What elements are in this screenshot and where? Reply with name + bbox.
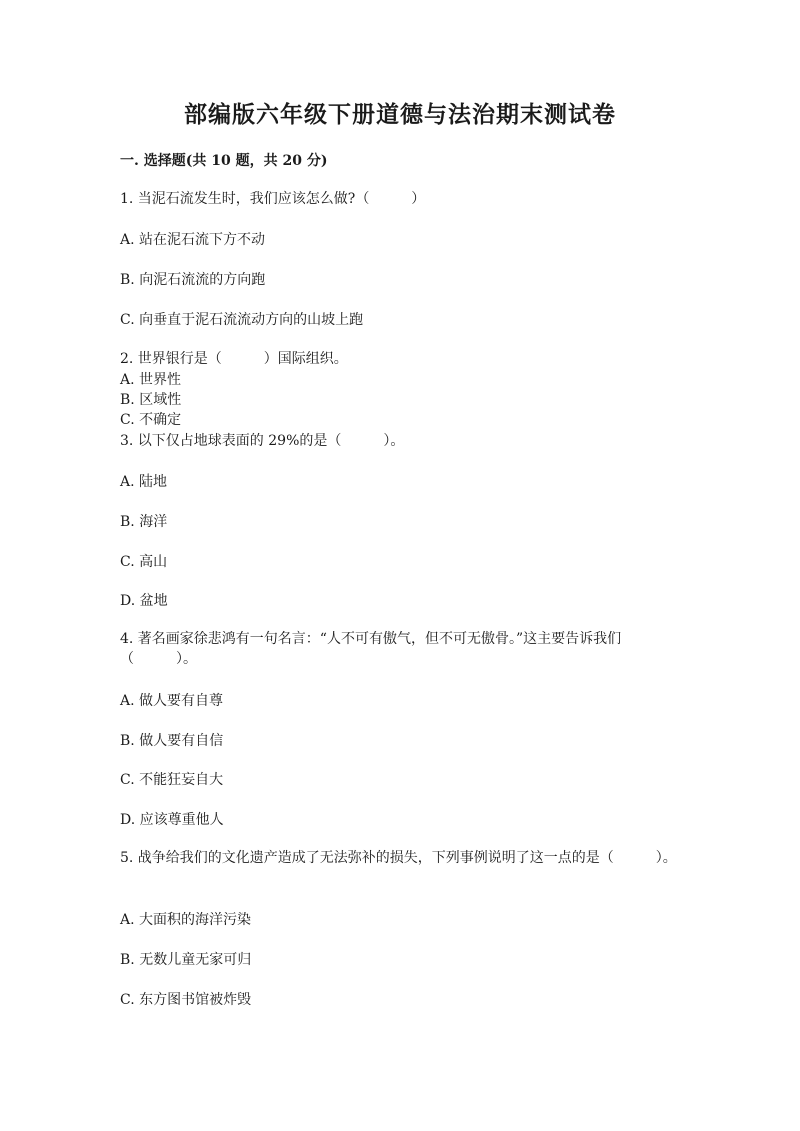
question-5-option-c: C. 东方图书馆被炸毁: [120, 992, 252, 1008]
question-3-stem: 3. 以下仅占地球表面的 29%的是（ ）。: [120, 433, 405, 449]
question-1-option-b: B. 向泥石流流的方向跑: [120, 272, 266, 288]
question-1-option-c: C. 向垂直于泥石流流动方向的山坡上跑: [120, 312, 364, 328]
page-title: 部编版六年级下册道德与法治期末测试卷: [184, 101, 616, 128]
question-2-option-c: C. 不确定: [120, 412, 182, 428]
question-5-option-a: A. 大面积的海洋污染: [120, 912, 252, 928]
question-4-option-c: C. 不能狂妄自大: [120, 772, 224, 788]
question-2-option-a: A. 世界性: [120, 372, 182, 388]
question-5-option-b: B. 无数儿童无家可归: [120, 952, 252, 968]
question-3-option-c: C. 高山: [120, 554, 168, 570]
question-2-option-b: B. 区域性: [120, 392, 182, 408]
question-4-option-d: D. 应该尊重他人: [120, 812, 224, 828]
question-4-option-b: B. 做人要有自信: [120, 733, 224, 749]
question-3-option-a: A. 陆地: [120, 474, 168, 490]
question-3-option-d: D. 盆地: [120, 593, 168, 609]
question-4-stem: 4. 著名画家徐悲鸿有一句名言：“人不可有傲气，但不可无傲骨。”这主要告诉我们（ ）。: [120, 631, 622, 667]
section-heading: 一. 选择题(共 10 题，共 20 分): [120, 153, 328, 169]
question-4-option-a: A. 做人要有自尊: [120, 693, 224, 709]
question-1-option-a: A. 站在泥石流下方不动: [120, 232, 266, 248]
question-3-option-b: B. 海洋: [120, 514, 168, 530]
question-5-stem: 5. 战争给我们的文化遗产造成了无法弥补的损失，下列事例说明了这一点的是（ ）。: [120, 850, 677, 866]
question-2-stem: 2. 世界银行是（ ）国际组织。: [120, 351, 348, 367]
question-1-stem: 1. 当泥石流发生时，我们应该怎么做?（ ）: [120, 191, 426, 207]
